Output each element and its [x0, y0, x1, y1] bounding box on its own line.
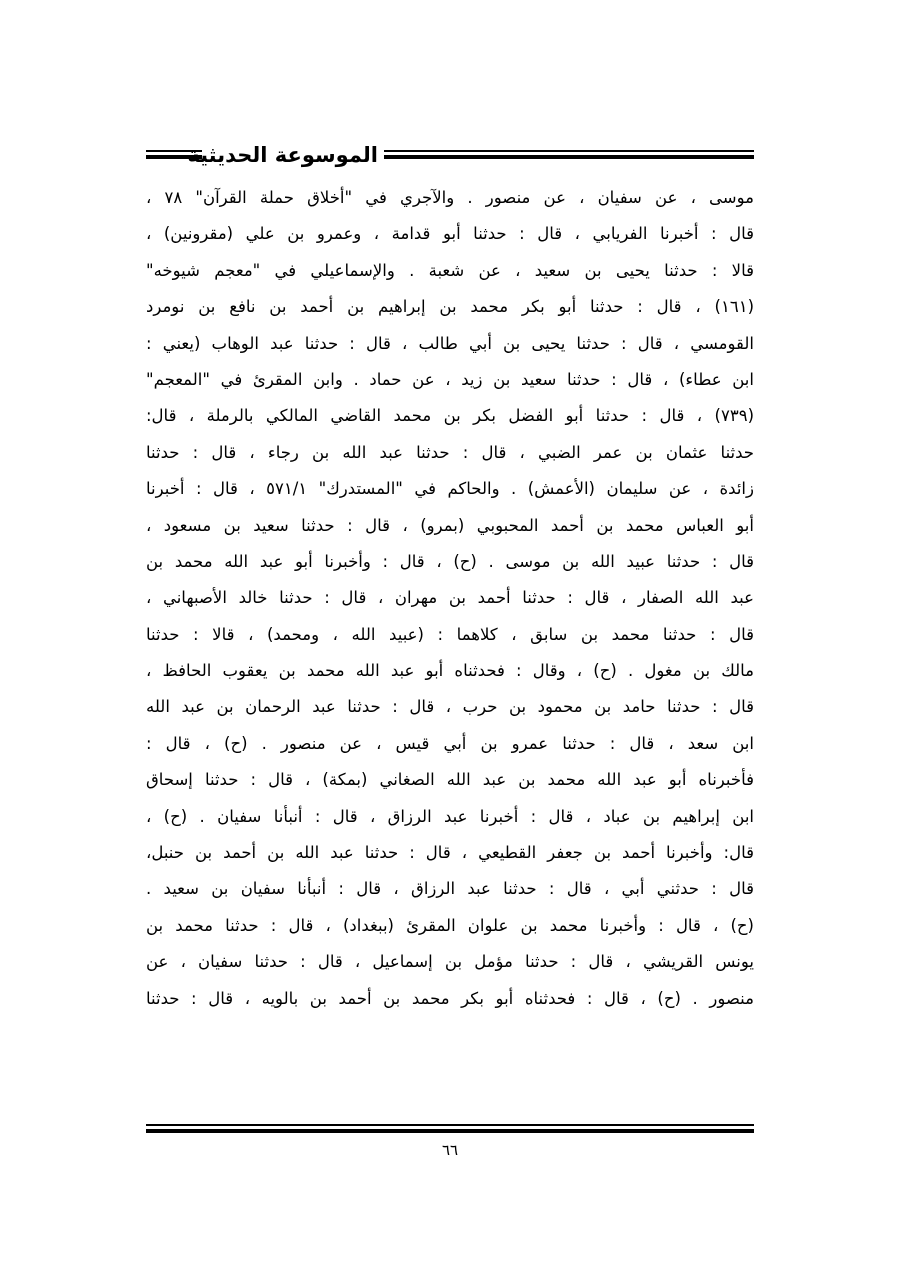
text-line: قال: وأخبرنا أحمد بن جعفر القطيعي ، قال : حدثنا عبد الله بن أحمد بن حنبل، [146, 843, 754, 863]
text-line: (١٦١) ، قال : حدثنا أبو بكر محمد بن إبراهيم بن أحمد بن نافع بن نومرد [146, 297, 754, 317]
body-text [146, 180, 754, 1017]
text-line: قالا : حدثنا يحيى بن سعيد ، عن شعبة . والإسماعيلي في "معجم شيوخه" [146, 260, 754, 280]
text-line: فأخبرناه أبو عبد الله محمد بن عبد الله الصغاني (بمكة) ، قال : حدثنا إسحاق [146, 770, 754, 790]
footer-rule [146, 1124, 754, 1133]
text-line: ابن إبراهيم بن عباد ، قال : أخبرنا عبد الرزاق ، قال : أنبأنا سفيان . (ح) ، [146, 806, 754, 826]
text-line: أبو العباس محمد بن أحمد المحبوبي (بمرو) ، قال : حدثنا سعيد بن مسعود ، [146, 515, 754, 535]
text-line: مالك بن مغول . (ح) ، وقال : فحدثناه أبو عبد الله محمد بن يعقوب الحافظ ، [146, 661, 754, 681]
text-line: قال : حدثنا حامد بن محمود بن حرب ، قال : حدثنا عبد الرحمان بن عبد الله [146, 697, 754, 717]
text-line: ابن عطاء) ، قال : حدثنا سعيد بن زيد ، عن حماد . وابن المقرئ في "المعجم" [146, 369, 754, 389]
text-line: قال : حدثنا عبيد الله بن موسى . (ح) ، قال : وأخبرنا أبو عبد الله محمد بن [146, 551, 754, 571]
text-line: (ح) ، قال : وأخبرنا محمد بن علوان المقرئ (ببغداد) ، قال : حدثنا محمد بن [146, 915, 754, 935]
text-line: قال : أخبرنا الفريابي ، قال : حدثنا أبو قدامة ، وعمرو بن علي (مقرونين) ، [146, 224, 754, 244]
text-line: ابن سعد ، قال : حدثنا عمرو بن أبي قيس ، عن منصور . (ح) ، قال : [146, 733, 754, 753]
text-line: حدثنا عثمان بن عمر الضبي ، قال : حدثنا عبد الله بن رجاء ، قال : حدثنا [146, 442, 754, 462]
page-header [146, 138, 754, 178]
running-title: الموسوعة الحديثية [187, 143, 378, 167]
header-rule-right [384, 150, 754, 159]
text-line: (٧٣٩) ، قال : حدثنا أبو الفضل بكر بن محمد القاضي المالكي بالرملة ، قال: [146, 406, 754, 426]
text-line: قال : حدثنا محمد بن سابق ، كلاهما : (عبيد الله ، ومحمد) ، قالا : حدثنا [146, 624, 754, 644]
text-line: القومسي ، قال : حدثنا يحيى بن أبي طالب ، قال : حدثنا عبد الوهاب (يعني : [146, 333, 754, 353]
text-line: زائدة ، عن سليمان (الأعمش) . والحاكم في "المستدرك" ٥٧١/١ ، قال : أخبرنا [146, 479, 754, 499]
page-number: ٦٦ [441, 1141, 459, 1159]
text-line: عبد الله الصفار ، قال : حدثنا أحمد بن مهران ، قال : حدثنا خالد الأصبهاني ، [146, 588, 754, 608]
text-line: يونس القريشي ، قال : حدثنا مؤمل بن إسماعيل ، قال : حدثنا سفيان ، عن [146, 952, 754, 972]
text-line: منصور . (ح) ، قال : فحدثناه أبو بكر محمد بن أحمد بن بالويه ، قال : حدثنا [146, 988, 754, 1008]
text-line: موسى ، عن سفيان ، عن منصور . والآجري في "أخلاق حملة القرآن" ٧٨ ، [146, 188, 754, 207]
text-line: قال : حدثني أبي ، قال : حدثنا عبد الرزاق ، قال : أنبأنا سفيان بن سعيد . [146, 879, 754, 899]
